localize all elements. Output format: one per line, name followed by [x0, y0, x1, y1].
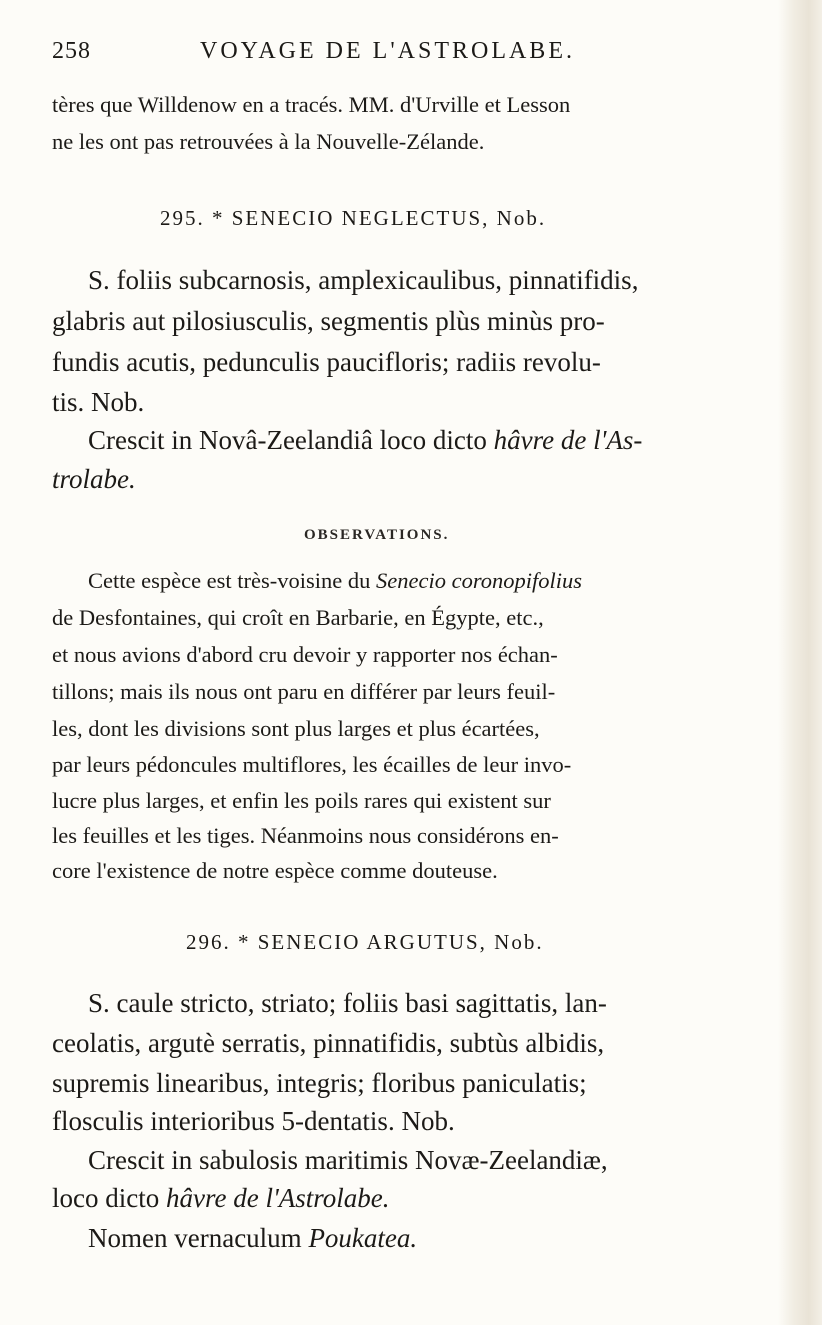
entry-296-diagnosis-line-1: S. caule stricto, striato; foliis basi sagittatis, lan-	[88, 988, 607, 1018]
entry-295-diagnosis-line-3: fundis acutis, pedunculis paucifloris; radiis revolu-	[52, 347, 601, 377]
observations-line-1	[88, 568, 582, 594]
entry-295-habitat-text: Crescit in Novâ-Zeelandiâ loco dicto	[88, 425, 494, 455]
entry-296-habitat-text: loco dicto	[52, 1183, 166, 1213]
observations-line-4: tillons; mais ils nous ont paru en différer par leurs feuil-	[52, 679, 556, 704]
observations-line-8: les feuilles et les tiges. Néanmoins nous considérons en-	[52, 823, 559, 848]
running-head-title: VOYAGE DE L'ASTROLABE.	[200, 38, 575, 64]
entry-296-habitat-line-2	[52, 1183, 389, 1214]
entry-296-heading: 296. * SENECIO ARGUTUS, Nob.	[186, 930, 544, 954]
entry-296-habitat-line-1: Crescit in sabulosis maritimis Novæ-Zeelandiæ,	[88, 1145, 608, 1175]
entry-295-habitat-locality-cont: trolabe.	[52, 464, 136, 494]
entry-295-habitat-line-2	[52, 464, 136, 495]
entry-296-habitat-locality: hâvre de l'Astrolabe.	[165, 1183, 390, 1213]
entry-295-habitat-line-1	[88, 425, 642, 456]
running-head	[52, 38, 752, 72]
observations-line-5: les, dont les divisions sont plus larges et plus écartées,	[52, 716, 540, 741]
entry-295-diagnosis-line-4: tis. Nob.	[52, 387, 145, 417]
entry-295-habitat-locality: hâvre de l'As-	[493, 425, 643, 455]
continuation-line-1: tères que Willdenow en a tracés. MM. d'Urville et Lesson	[52, 92, 571, 117]
entry-296-vernacular-term: Poukatea.	[308, 1223, 418, 1253]
observations-line-1-text: Cette espèce est très-voisine du	[88, 568, 377, 593]
entry-296-diagnosis-line-3: supremis linearibus, integris; floribus paniculatis;	[52, 1068, 587, 1098]
entry-295-diagnosis-line-2: glabris aut pilosiusculis, segmentis plùs minùs pro-	[52, 306, 605, 336]
continuation-line-2: ne les ont pas retrouvées à la Nouvelle-Zélande.	[52, 129, 485, 154]
page-number: 258	[52, 38, 91, 64]
entry-296-vernacular-name	[88, 1223, 417, 1254]
entry-296-vernacular-text: Nomen vernaculum	[88, 1223, 309, 1253]
entry-296-diagnosis-line-2: ceolatis, argutè serratis, pinnatifidis, subtùs albidis,	[52, 1028, 605, 1058]
observations-line-3: et nous avions d'abord cru devoir y rapporter nos échan-	[52, 642, 558, 667]
observations-line-9: core l'existence de notre espèce comme douteuse.	[52, 858, 498, 883]
observations-line-6: par leurs pédoncules multiflores, les écailles de leur invo-	[52, 752, 572, 777]
observations-species-name: Senecio coronopifolius	[376, 568, 583, 593]
entry-296-diagnosis-line-4: flosculis interioribus 5-dentatis. Nob.	[52, 1106, 455, 1136]
observations-line-2: de Desfontaines, qui croît en Barbarie, en Égypte, etc.,	[52, 605, 544, 630]
observations-heading: OBSERVATIONS.	[304, 527, 450, 543]
entry-295-diagnosis-line-1: S. foliis subcarnosis, amplexicaulibus, pinnatifidis,	[88, 265, 639, 295]
entry-295-heading: 295. * SENECIO NEGLECTUS, Nob.	[160, 206, 547, 230]
observations-line-7: lucre plus larges, et enfin les poils rares qui existent sur	[52, 788, 551, 813]
